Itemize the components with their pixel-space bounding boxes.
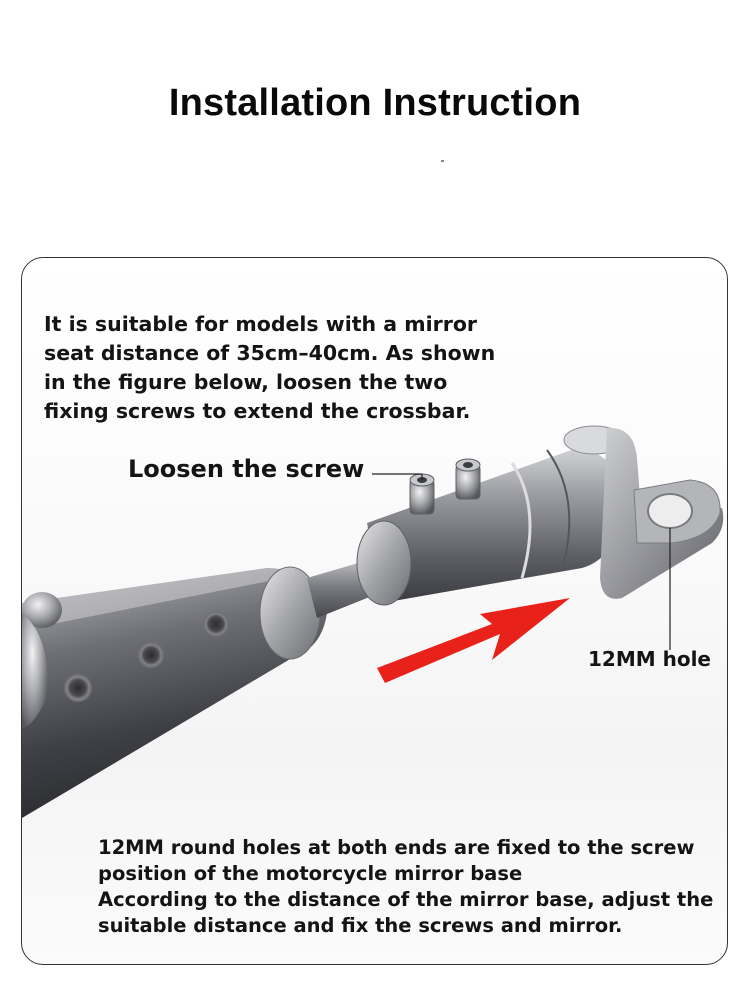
- notes-line: position of the motorcycle mirror base: [98, 862, 523, 885]
- page-title: Installation Instruction: [168, 82, 582, 124]
- intro-line: in the figure below, loosen the two: [44, 370, 448, 394]
- intro-line: seat distance of 35cm–40cm. As shown: [44, 341, 496, 365]
- notes-line: According to the distance of the mirror base, adjust the: [98, 888, 714, 911]
- stray-dot: [441, 160, 444, 162]
- loosen-screw-label: Loosen the screw: [128, 455, 365, 483]
- notes-text: [98, 835, 718, 939]
- instruction-card: [21, 257, 728, 965]
- red-arrow-icon: [377, 598, 570, 683]
- intro-text: [44, 310, 524, 426]
- notes-line: 12MM round holes at both ends are fixed to the screw: [98, 836, 695, 859]
- hole-size-label: 12MM hole: [588, 647, 711, 671]
- notes-line: suitable distance and fix the screws and mirror.: [98, 914, 623, 937]
- intro-line: It is suitable for models with a mirror: [44, 312, 478, 336]
- intro-line: fixing screws to extend the crossbar.: [44, 399, 471, 423]
